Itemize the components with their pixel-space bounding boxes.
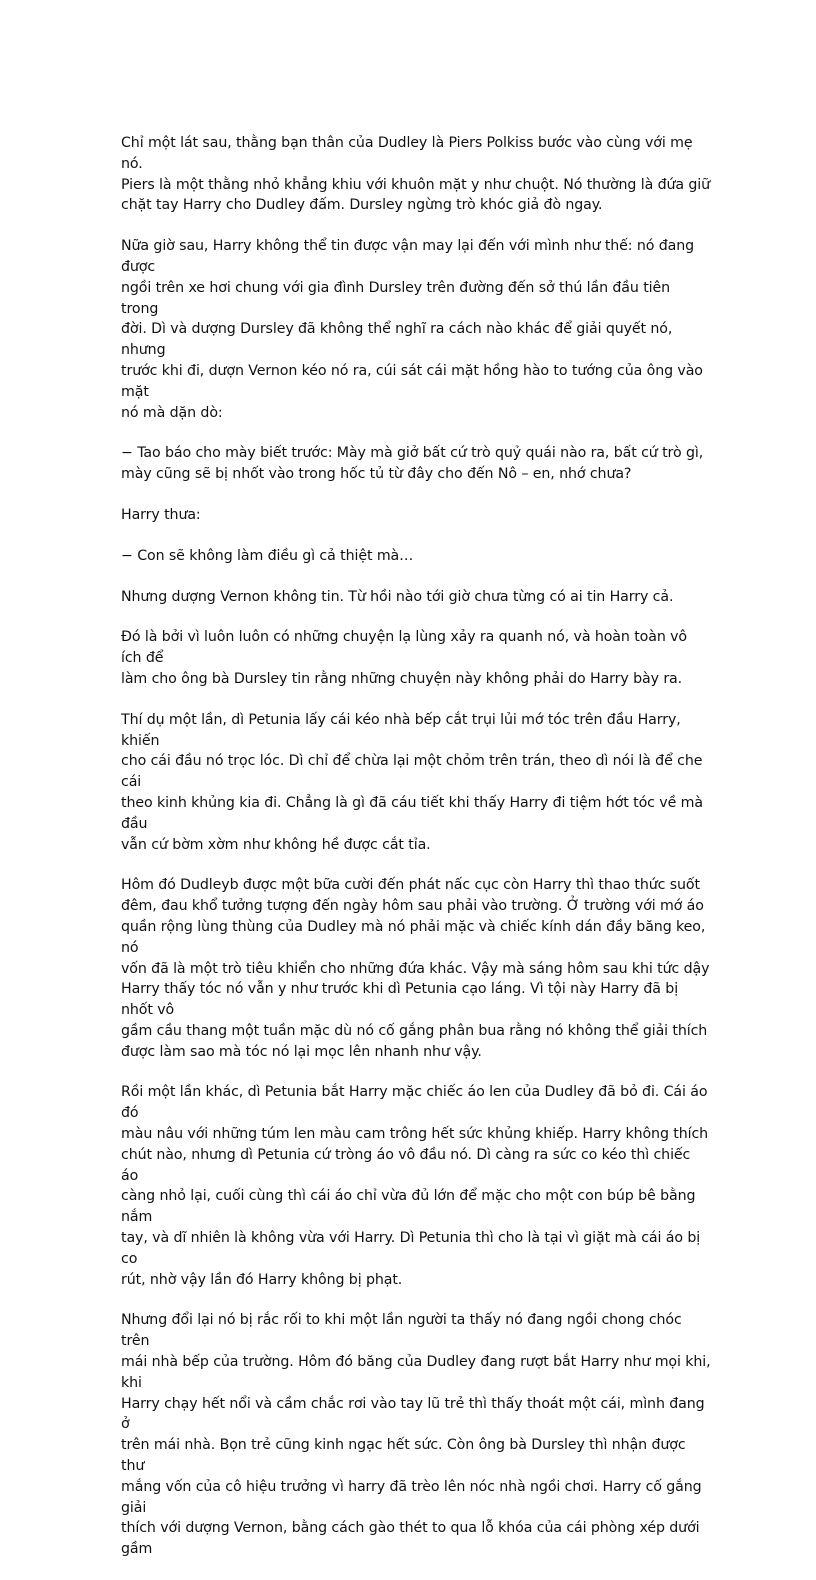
paragraph-7: Đó là bởi vì luôn luôn có những chuyện lạ lùng xảy ra quanh nó, và hoàn toàn vô ích để làm cho ông bà Dursley tin rằng những chuyện này không phải do Harry bày ra. bbox=[121, 629, 688, 687]
paragraph-4: Harry thưa: bbox=[121, 506, 201, 523]
paragraph-3: − Tao báo cho mày biết trước: Mày mà giở bất cứ trò quỷ quái nào ra, bất cứ trò gì, mày cũng sẽ bị nhốt vào trong hốc tủ từ đây cho đến Nô – en, nhớ chưa? bbox=[121, 445, 704, 483]
paragraph-8: Thí dụ một lần, dì Petunia lấy cái kéo nhà bếp cắt trụi lủi mớ tóc trên đầu Harry, khiến cho cái đầu nó trọc lóc. Dì chỉ để chừa lại một chỏm trên trán, theo dì nói là để che cái theo kinh khủng kia đi. Chẳng là gì đã cáu tiết khi thấy Harry đi tiệm hớt tóc về mà đầu vẫn cứ bờm xờm như không hề được cắt tỉa. bbox=[121, 711, 703, 853]
paragraph-2: Nữa giờ sau, Harry không thể tin được vận may lại đến với mình như thế: nó đang được ngồi trên xe hơi chung với gia đình Dursley trên đường đến sở thú lần đầu tiên trong đời. Dì và dượng Dursley đã không thể nghĩ ra cách nào khác để giải quyết nó, nhưng trước khi đi, dượn Vernon kéo nó ra, cúi sát cái mặt hồng hào to tướng của ông vào mặt nó mà dặn dò: bbox=[121, 238, 703, 421]
paragraph-6: Nhưng dượng Vernon không tin. Từ hồi nào tới giờ chưa từng có ai tin Harry cả. bbox=[121, 588, 674, 605]
paragraph-10: Rồi một lần khác, dì Petunia bắt Harry mặc chiếc áo len của Dudley đã bỏ đi. Cái áo đó màu nâu với những túm len màu cam trông hết sức khủng khiếp. Harry không thích chút nào, nhưng dì Petunia cứ tròng áo vô đầu nó. Dì càng ra sức co kéo thì chiếc áo càng nhỏ lại, cuối cùng thì cái áo chỉ vừa đủ lớn để mặc cho một con búp bê bằng nắm tay, và dĩ nhiên là không vừa với Harry. Dì Petunia thì cho là tại vì giặt mà cái áo bị co rút, nhờ vậy lần đó Harry không bị phạt. bbox=[121, 1084, 709, 1288]
paragraph-11: Nhưng đổi lại nó bị rắc rối to khi một lần người ta thấy nó đang ngồi chong chóc trên mái nhà bếp của trường. Hôm đó băng của Dudley đang rượt bắt Harry như mọi khi, khi Harry chạy hết nổi và cầm chắc rơi vào tay lũ trẻ thì thấy thoát một cái, mình đang ở trên mái nhà. Bọn trẻ cũng kinh ngạc hết sức. Còn ông bà Dursley thì nhận được thư mắng vốn của cô hiệu trưởng vì harry đã trèo lên nóc nhà ngồi chơi. Harry cố gắng giải thích với dượng Vernon, bằng cách gào thét to qua lỗ khóa của cái phòng xép dưới gầm bbox=[121, 1312, 711, 1558]
paragraph-5: − Con sẽ không làm điều gì cả thiệt mà… bbox=[121, 547, 414, 564]
paragraph-1: Chỉ một lát sau, thằng bạn thân của Dudley là Piers Polkiss bước vào cùng với mẹ nó. Piers là một thằng nhỏ khẳng khiu với khuôn mặt y như chuột. Nó thường là đứa giữ chặt tay Harry cho Dudley đấm. Dursley ngừng trò khóc giả đò ngay. bbox=[121, 135, 711, 214]
document-body bbox=[121, 133, 711, 1580]
paragraph-9: Hôm đó Dudleyb được một bữa cười đến phát nấc cục còn Harry thì thao thức suốt đêm, đau khổ tưởng tượng đến ngày hôm sau phải vào trường. Ở trường với mớ áo quần rộng lùng thùng của Dudley mà nó phải mặc và chiếc kính dán đầy băng keo, nó vốn đã là một trò tiêu khiển cho những đứa khác. Vậy mà sáng hôm sau khi tức dậy Harry thấy tóc nó vẫn y như trước khi dì Petunia cạo láng. Vì tội này Harry đã bị nhốt vô gầm cầu thang một tuần mặc dù nó cố gắng phân bua rằng nó không thể giải thích được làm sao mà tóc nó lại mọc lên nhanh như vậy. bbox=[121, 877, 710, 1060]
